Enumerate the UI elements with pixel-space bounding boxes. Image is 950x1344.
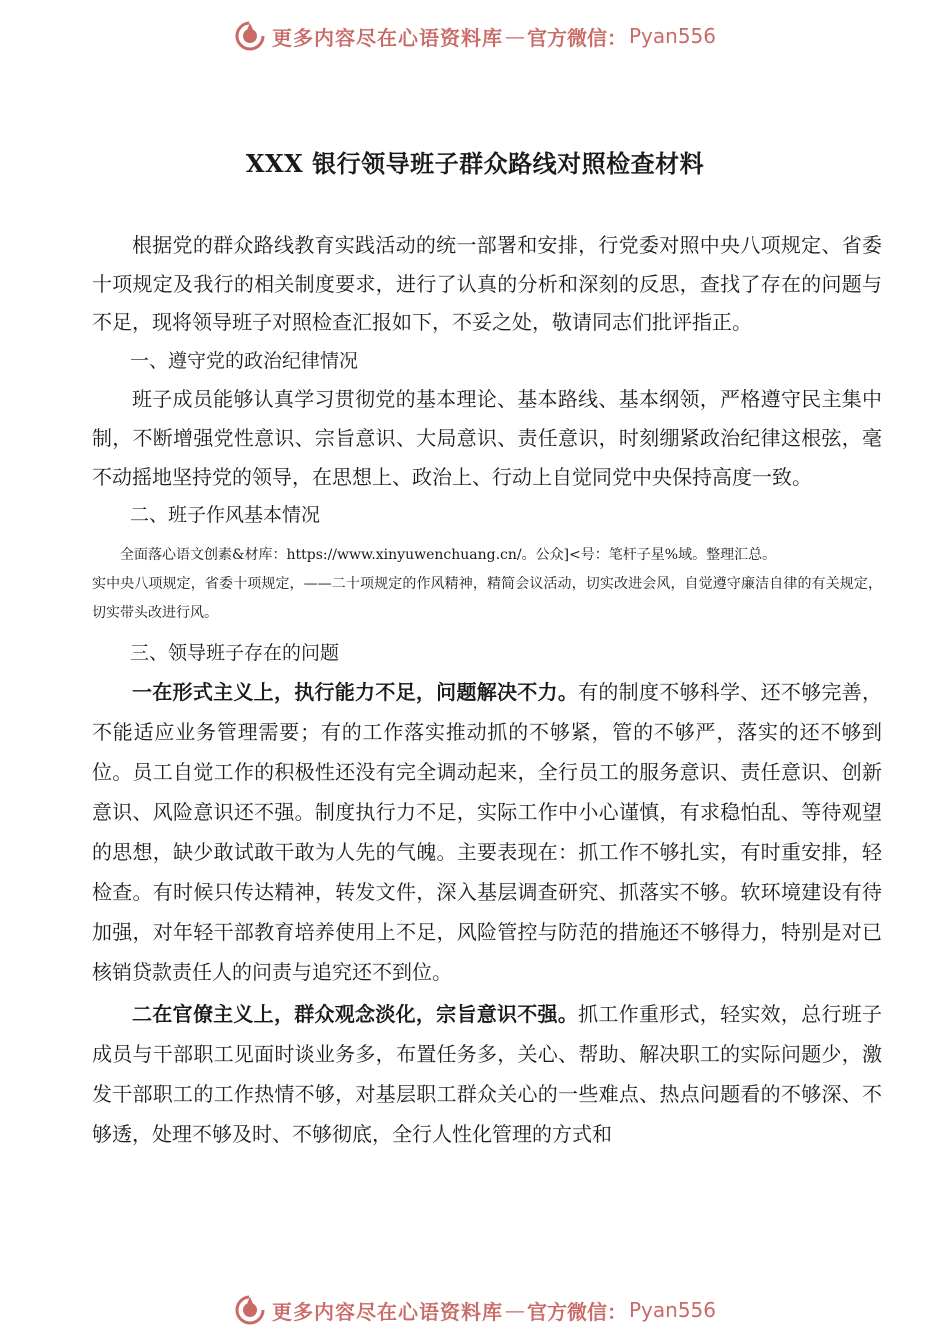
- footer-banner: [0, 1290, 950, 1330]
- banner-separator: —: [504, 24, 525, 48]
- logo-icon: [234, 1294, 266, 1326]
- section2-note-b: 实中央八项规定，省委十项规定，——二十项规定的作风精神，精简会议活动，切实改进会风，自觉遵守廉洁自律的有关规定，切实带头改进行风。: [92, 575, 882, 621]
- document-body: [92, 226, 882, 1154]
- banner-wechat-id: Pyan556: [628, 24, 716, 48]
- banner-text: 更多内容尽在心语资料库: [271, 1299, 503, 1324]
- header-banner: [0, 16, 950, 56]
- section3-heading: 三、领导班子存在的问题: [130, 641, 340, 664]
- section1-paragraph: 班子成员能够认真学习贯彻党的基本理论、基本路线、基本纲领，严格遵守民主集中制，不断增强党性意识、宗旨意识、大局意识、责任意识，时刻绷紧政治纪律这根弦，毫不动摇地坚持党的领导，在思想上、政治上、行动上自觉同党中央保持高度一致。: [92, 387, 882, 489]
- banner-text: 更多内容尽在心语资料库: [271, 25, 503, 50]
- banner-wechat-label: 官方微信：: [526, 25, 627, 50]
- section2-heading: 二、班子作风基本情况: [130, 504, 321, 527]
- document-title: XXX 银行领导班子群众路线对照检查材料: [245, 149, 705, 178]
- section2-note-a: 全面落心语文创素&材库：https://www.xinyuwenchuang.cn/。公众]<号：笔杆子星%域。整理汇总。: [120, 546, 777, 563]
- item1-bold: 一在形式主义上，执行能力不足，问题解决不力。: [132, 680, 579, 705]
- banner-wechat-id: Pyan556: [628, 1298, 716, 1322]
- item1-body: 有的制度不够科学、还不够完善，不能适应业务管理需要；有的工作落实推动抓的不够紧，管的不够严，落实的还不够到位。员工自觉工作的积极性还没有完全调动起来，全行员工的服务意识、责任意识、创新意识、风险意识还不强。制度执行力不足，实际工作中小心谨慎，有求稳怕乱、等待观望的思想，缺少敢试敢干敢为人先的气魄。主要表现在：抓工作不够扎实，有时重安排，轻检查。有时候只传达精神，转发文件，深入基层调查研究、抓落实不够。软环境建设有待加强，对年轻干部教育培养使用上不足，风险管控与防范的措施还不够得力，特别是对已核销贷款责任人的问责与追究还不到位。: [92, 680, 883, 985]
- item2-body: 抓工作重形式，轻实效，总行班子成员与干部职工见面时谈业务多，布置任务多，关心、帮助、解决职工的实际问题少，激发干部职工的工作热情不够，对基层职工群众关心的一些难点、热点问题看的不够深、不够透，处理不够及时、不够彻底，全行人性化管理的方式和: [92, 1002, 883, 1147]
- section3-item2: [92, 994, 882, 1154]
- banner-wechat-label: 官方微信：: [526, 1299, 627, 1324]
- logo-icon: [234, 20, 266, 52]
- intro-paragraph: 根据党的群众路线教育实践活动的统一部署和安排，行党委对照中央八项规定、省委十项规定及我行的相关制度要求，进行了认真的分析和深刻的反思，查找了存在的问题与不足，现将领导班子对照检查汇报如下，不妥之处，敬请同志们批评指正。: [92, 233, 882, 335]
- banner-separator: —: [504, 1298, 525, 1322]
- item2-bold: 二在官僚主义上，群众观念淡化，宗旨意识不强。: [132, 1002, 579, 1027]
- section1-heading: 一、遵守党的政治纪律情况: [130, 349, 359, 372]
- section3-item1: [92, 672, 882, 992]
